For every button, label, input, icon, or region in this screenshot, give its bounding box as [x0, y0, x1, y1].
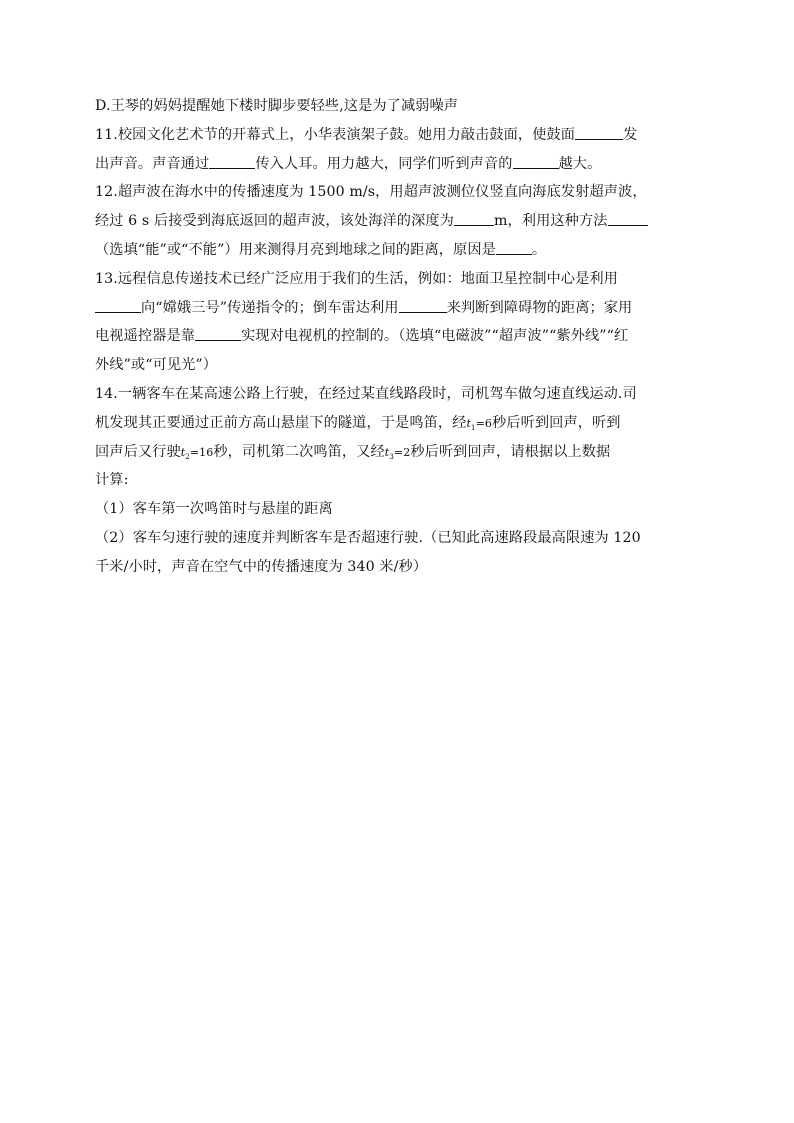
question-12-line-2: [95, 207, 705, 236]
answer-blank[interactable]: [513, 152, 559, 169]
question-14-line-2: [95, 409, 705, 438]
question-14-subpart-1: [95, 495, 705, 524]
question-12-text: 经过 6 s 后接受到海底返回的超声波，该处海洋的深度为: [95, 213, 454, 230]
question-13-line-1: [95, 265, 705, 294]
question-14-subpart-2: [95, 524, 705, 553]
question-14-line-1: [95, 380, 705, 409]
question-11-text: 越大。: [558, 155, 602, 172]
question-13-text: 13.远程信息传递技术已经广泛应用于我们的生活，例如：地面卫星控制中心是利用: [95, 270, 618, 287]
question-text-block: [95, 92, 705, 582]
question-11-text: 11.校园文化艺术节的开幕式上，小华表演架子鼓。她用力敲击鼓面，使鼓面: [95, 126, 576, 143]
option-d-line: [95, 92, 705, 121]
question-14-text: 计算:: [95, 472, 129, 489]
question-14-subpart-text: 千米/小时，声音在空气中的传播速度为 340 米/秒）: [95, 558, 428, 575]
question-14-subpart-text: （2）客车匀速行驶的速度并判断客车是否超速行驶.（已知此高速路段最高限速为 120: [95, 529, 641, 546]
answer-blank[interactable]: [209, 152, 255, 169]
answer-blank[interactable]: [399, 296, 447, 313]
option-d-text: D.王琴的妈妈提醒她下楼时脚步要轻些,这是为了减弱噪声: [95, 98, 459, 114]
question-14-text: 秒后听到回声，听到: [492, 414, 621, 431]
answer-blank[interactable]: [195, 324, 241, 341]
question-13-text: 来判断到障碍物的距离；家用: [446, 299, 633, 316]
question-11-text-tail: 发: [623, 126, 638, 143]
question-13-line-4: [95, 351, 705, 380]
time-symbol-t2: $t_2=16$: [180, 445, 214, 461]
question-12-text: 12.超声波在海水中的传播速度为 1500 m/s，用超声波测位仪竖直向海底发射超声波，: [95, 184, 647, 201]
time-symbol-t3: $t_3=2$: [384, 445, 411, 461]
question-11-text: 出声音。声音通过: [95, 155, 210, 172]
question-13-line-2: [95, 294, 705, 323]
question-14-line-4: [95, 466, 705, 495]
question-14-text: 14.一辆客车在某高速公路上行驶，在经过某直线路段时，司机驾车做匀速直线运动.司: [95, 385, 637, 402]
answer-blank[interactable]: [95, 296, 141, 313]
answer-blank[interactable]: [608, 209, 648, 226]
question-11-line-2: [95, 150, 705, 179]
time-symbol-t1: $t_1=6$: [466, 416, 492, 432]
answer-blank[interactable]: [575, 123, 623, 140]
question-12-text: 。: [531, 241, 547, 258]
question-14-text: 机发现其正要通过正前方高山悬崖下的隧道，于是鸣笛，经: [95, 414, 467, 431]
question-14-subpart-2-cont: [95, 553, 705, 582]
question-11-line-1: [95, 121, 705, 150]
answer-blank[interactable]: [496, 238, 532, 255]
question-14-subpart-text: （1）客车第一次鸣笛时与悬崖的距离: [95, 501, 333, 518]
question-13-text: 电视遥控器是靠: [95, 328, 196, 345]
question-12-line-3: [95, 236, 705, 265]
question-13-text: 外线”或“可见光”）: [95, 357, 218, 374]
question-11-text: 传入人耳。用力越大，同学们听到声音的: [255, 155, 513, 172]
question-12-text: （选填“能”或“不能”）用来测得月亮到地球之间的距离，原因是: [95, 241, 496, 258]
question-14-text: 回声后又行驶: [95, 443, 181, 460]
question-12-text: m，利用这种方法: [493, 213, 608, 230]
question-13-text: 向“嫦娥三号”传递指令的；倒车雷达利用: [141, 299, 399, 316]
question-13-text: 实现对电视机的控制的。（选填“电磁波”“超声波”“紫外线”“红: [241, 328, 629, 345]
question-14-text: 秒后听到回声，请根据以上数据: [410, 443, 611, 460]
question-14-text: 秒，司机第二次鸣笛，又经: [213, 443, 385, 460]
answer-blank[interactable]: [454, 209, 494, 226]
question-12-line-1: [95, 178, 705, 207]
question-14-line-3: [95, 438, 705, 467]
question-13-line-3: [95, 322, 705, 351]
